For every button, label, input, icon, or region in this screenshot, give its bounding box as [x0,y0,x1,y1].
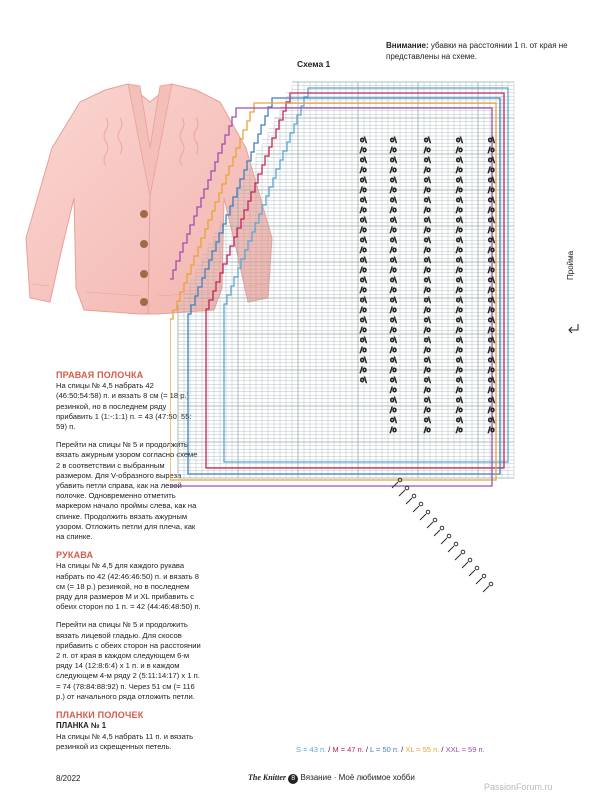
section-title: РУКАВА [56,550,94,561]
lace-symbol: o\ [390,336,397,344]
lace-symbol: /o [488,406,495,414]
lace-symbol: /o [360,146,367,154]
size-xxl: XXL = 59 п. [445,745,485,754]
lace-symbol: /o [360,366,367,374]
lace-symbol: /o [488,186,495,194]
lace-symbol: /o [390,366,397,374]
arrow-left-icon [566,322,580,336]
lace-symbol: /o [488,146,495,154]
lace-symbol: /o [424,166,431,174]
lace-symbol: /o [360,166,367,174]
lace-symbol: /o [390,246,397,254]
lace-symbol: /o [390,266,397,274]
lace-symbol: /o [456,406,463,414]
lace-symbol: o\ [424,316,431,324]
lace-symbol: /o [390,306,397,314]
lace-symbol: /o [424,346,431,354]
page-number: 8 [288,774,298,784]
lace-symbol: o\ [488,376,495,384]
lace-symbol: o\ [390,396,397,404]
lace-symbol: o\ [456,336,463,344]
lace-symbol: o\ [456,176,463,184]
lace-symbol: /o [456,266,463,274]
section-subtitle: ПЛАНКА № 1 [56,721,107,731]
decrease-symbol [399,490,405,496]
lace-symbol: o\ [360,136,367,144]
lace-symbol: /o [390,226,397,234]
lace-symbol: o\ [360,216,367,224]
lace-symbol: o\ [456,416,463,424]
lace-symbol: o\ [360,276,367,284]
lace-symbol: /o [456,366,463,374]
lace-symbol: o\ [390,276,397,284]
lace-symbol: o\ [424,216,431,224]
lace-symbol: o\ [424,256,431,264]
lace-symbol: /o [424,386,431,394]
armhole-direction-label [566,251,575,280]
lace-symbol: /o [424,406,431,414]
lace-symbol: o\ [456,356,463,364]
decrease-symbol [406,498,412,504]
lace-symbol: o\ [488,136,495,144]
lace-symbol: /o [488,306,495,314]
lace-symbol: /o [456,386,463,394]
decrease-symbol [483,586,489,592]
lace-symbol: o\ [390,376,397,384]
size-outline [170,103,496,480]
warning-note [386,40,586,62]
lace-symbol: /o [488,266,495,274]
decrease-symbol [413,506,419,512]
lace-symbol: o\ [488,176,495,184]
lace-symbol: /o [424,226,431,234]
lace-symbol: o\ [488,216,495,224]
yarn-over-symbol [468,558,472,562]
lace-symbol: o\ [390,136,397,144]
lace-symbol: /o [488,206,495,214]
lace-symbol: /o [456,346,463,354]
lace-symbol: /o [456,166,463,174]
lace-symbol: o\ [456,156,463,164]
lace-symbol: o\ [360,176,367,184]
lace-symbol: o\ [488,396,495,404]
lace-symbol: o\ [360,296,367,304]
knitting-chart [170,60,540,750]
lace-symbol: /o [390,406,397,414]
lace-symbol: /o [360,346,367,354]
lace-symbol: o\ [488,296,495,304]
lace-symbol: o\ [488,196,495,204]
decrease-symbol [462,562,468,568]
lace-symbol: /o [456,426,463,434]
lace-symbol: /o [424,186,431,194]
lace-symbol: /o [456,206,463,214]
yarn-over-symbol [419,502,423,506]
lace-symbol: /o [424,286,431,294]
lace-symbol: o\ [360,356,367,364]
lace-symbol: /o [360,286,367,294]
decrease-symbol [441,538,447,544]
lace-symbol: /o [424,146,431,154]
lace-symbol: /o [360,306,367,314]
decrease-symbol [427,522,433,528]
lace-symbol: o\ [424,136,431,144]
lace-symbol: o\ [360,236,367,244]
size-s: S = 43 п. [296,745,327,754]
lace-symbol: o\ [488,416,495,424]
lace-symbol: /o [360,186,367,194]
lace-symbol: o\ [360,376,367,384]
lace-symbol: /o [424,306,431,314]
size-legend: S = 43 п. / M = 47 п. / L = 50 п. / XL = 55 п. / XXL = 59 п. [296,745,485,754]
decrease-symbol [448,546,454,552]
lace-symbol: /o [360,326,367,334]
lace-symbol: /o [424,426,431,434]
lace-symbol: o\ [456,396,463,404]
section-title: ПЛАНКИ ПОЛОЧЕК [56,710,144,721]
lace-symbol: o\ [488,256,495,264]
yarn-over-symbol [475,566,479,570]
lace-symbol: /o [488,386,495,394]
lace-symbol: /o [424,366,431,374]
issue-number: 8/2022 [56,774,81,783]
lace-symbol: o\ [390,216,397,224]
lace-symbol: o\ [424,236,431,244]
lace-symbol: o\ [424,196,431,204]
lace-symbol: o\ [488,156,495,164]
lace-symbol: /o [456,246,463,254]
lace-symbol: o\ [424,156,431,164]
decrease-symbol [434,530,440,536]
lace-symbol: /o [488,166,495,174]
lace-symbol: o\ [390,156,397,164]
lace-symbol: /o [424,326,431,334]
size-l: L = 50 п. [370,745,400,754]
section-title: ПРАВАЯ ПОЛОЧКА [56,370,144,380]
lace-symbol: o\ [390,196,397,204]
armhole-label: Пройма [566,250,575,280]
yarn-over-symbol [461,550,465,554]
paragraph: Перейти на спицы № 5 и продолжить вязать ажурным узором согласно схеме 2 в соответствии с выбранным размером. Для V-образного выреза убавить петли справа, как на левой полочке. Одновременно отметить маркером начало проймы слева, как на спинке. Продолжить вязать ажурным узором. Отложить петли для плеча, как на спинке. [56,440,198,542]
lace-symbol: o\ [424,176,431,184]
lace-symbol: /o [390,206,397,214]
lace-symbol: o\ [360,316,367,324]
lace-symbol: o\ [424,416,431,424]
lace-symbol: o\ [456,196,463,204]
yarn-over-symbol [447,534,451,538]
yarn-over-symbol [482,574,486,578]
yarn-over-symbol [405,486,409,490]
warning-label: Внимание: [386,41,429,50]
lace-symbol: o\ [390,296,397,304]
size-xl: XL = 55 п. [405,745,440,754]
lace-symbol: o\ [424,296,431,304]
lace-symbol: o\ [488,316,495,324]
lace-symbol: /o [456,186,463,194]
lace-symbol: /o [488,426,495,434]
lace-symbol: o\ [488,356,495,364]
lace-symbol: /o [390,426,397,434]
watermark: PassionForum.ru [484,782,553,792]
lace-symbol: /o [488,286,495,294]
decrease-symbol [455,554,461,560]
lace-symbol: o\ [360,336,367,344]
lace-symbol: /o [390,286,397,294]
lace-symbol: /o [360,246,367,254]
magazine-footer [248,773,415,784]
lace-symbol: /o [456,146,463,154]
lace-symbol: o\ [488,336,495,344]
lace-symbol: /o [488,346,495,354]
lace-symbol: /o [360,266,367,274]
lace-symbol: o\ [456,256,463,264]
lace-symbol: o\ [456,376,463,384]
decrease-symbol [392,482,398,488]
decrease-symbol [476,578,482,584]
lace-symbol: o\ [360,196,367,204]
lace-symbol: o\ [424,336,431,344]
tagline: Вязание · Моё любимое хобби [300,773,415,782]
lace-symbol: o\ [488,276,495,284]
yarn-over-symbol [426,510,430,514]
lace-symbol: o\ [390,236,397,244]
lace-symbol: o\ [456,216,463,224]
lace-symbol: o\ [456,296,463,304]
paragraph: На спицы № 4,5 набрать 11 п. и вязать резинкой из скрещенных петель. [56,731,194,751]
paragraph: Перейти на спицы № 5 и продолжить вязать лицевой гладью. Для скосов прибавить с обеих сторон на расстоянии 2 п. от края в каждом следующем 6-м ряду 14 (12:8:6:4) х 1 п. и в каждом следующем 4-м ряду 2 (5:11:14:17) х 1 п. = 74 (78:84:88:92) п. Через 51 см (= 116 р.) от начального ряда отложить петли. [56,620,201,701]
decrease-symbol [420,514,426,520]
lace-symbol: /o [424,246,431,254]
lace-symbol: o\ [424,356,431,364]
lace-symbol: o\ [424,276,431,284]
lace-symbol: /o [456,286,463,294]
lace-symbol: o\ [390,316,397,324]
paragraph: На спицы № 4,5 набрать 42 (46:50:54:58) п. и вязать 8 см (= 18 р.) резинкой, но в последнем ряду прибавить 1 (1:-:1:1) п. = 43 (47:50: 55: 59) п. [56,381,192,432]
lace-symbol: /o [360,206,367,214]
lace-symbol: /o [390,346,397,354]
lace-symbol: o\ [424,376,431,384]
lace-symbol: o\ [390,176,397,184]
yarn-over-symbol [489,582,493,586]
yarn-over-symbol [412,494,416,498]
yarn-over-symbol [440,526,444,530]
yarn-over-symbol [433,518,437,522]
lace-symbol: /o [488,246,495,254]
lace-symbol: /o [456,326,463,334]
lace-symbol: /o [390,186,397,194]
paragraph: На спицы № 4,5 для каждого рукава набрать по 42 (42:46:46:50) п. и вязать 8 см (= 18 р.) резинкой, но в последнем ряду для размеров M и XL прибавить с обеих сторон по 1 п. = 42 (44:46:48:50) п. [56,561,201,612]
warning-text: убавки на расстоянии 1 п. от края не представлены на схеме. [386,41,568,61]
lace-symbol: /o [488,226,495,234]
lace-symbol: /o [456,306,463,314]
lace-symbol: /o [390,386,397,394]
brand-name: The Knitter [248,773,287,782]
lace-symbol: /o [390,166,397,174]
lace-symbol: o\ [456,316,463,324]
schema-title: Схема 1 [297,59,331,69]
lace-symbol: /o [360,226,367,234]
lace-symbol: o\ [456,276,463,284]
lace-symbol: o\ [456,236,463,244]
lace-symbol: /o [390,146,397,154]
lace-symbol: o\ [360,256,367,264]
lace-symbol: o\ [390,416,397,424]
lace-symbol: /o [488,366,495,374]
lace-symbol: o\ [360,156,367,164]
lace-symbol: /o [424,206,431,214]
lace-symbol: o\ [456,136,463,144]
lace-symbol: /o [456,226,463,234]
lace-symbol: /o [488,326,495,334]
yarn-over-symbol [454,542,458,546]
decrease-symbol [469,570,475,576]
lace-symbol: o\ [488,236,495,244]
lace-symbol: o\ [390,356,397,364]
lace-symbol: /o [390,326,397,334]
lace-symbol: o\ [390,256,397,264]
size-m: M = 47 п. [332,745,364,754]
lace-symbol: o\ [424,396,431,404]
lace-symbol: /o [424,266,431,274]
